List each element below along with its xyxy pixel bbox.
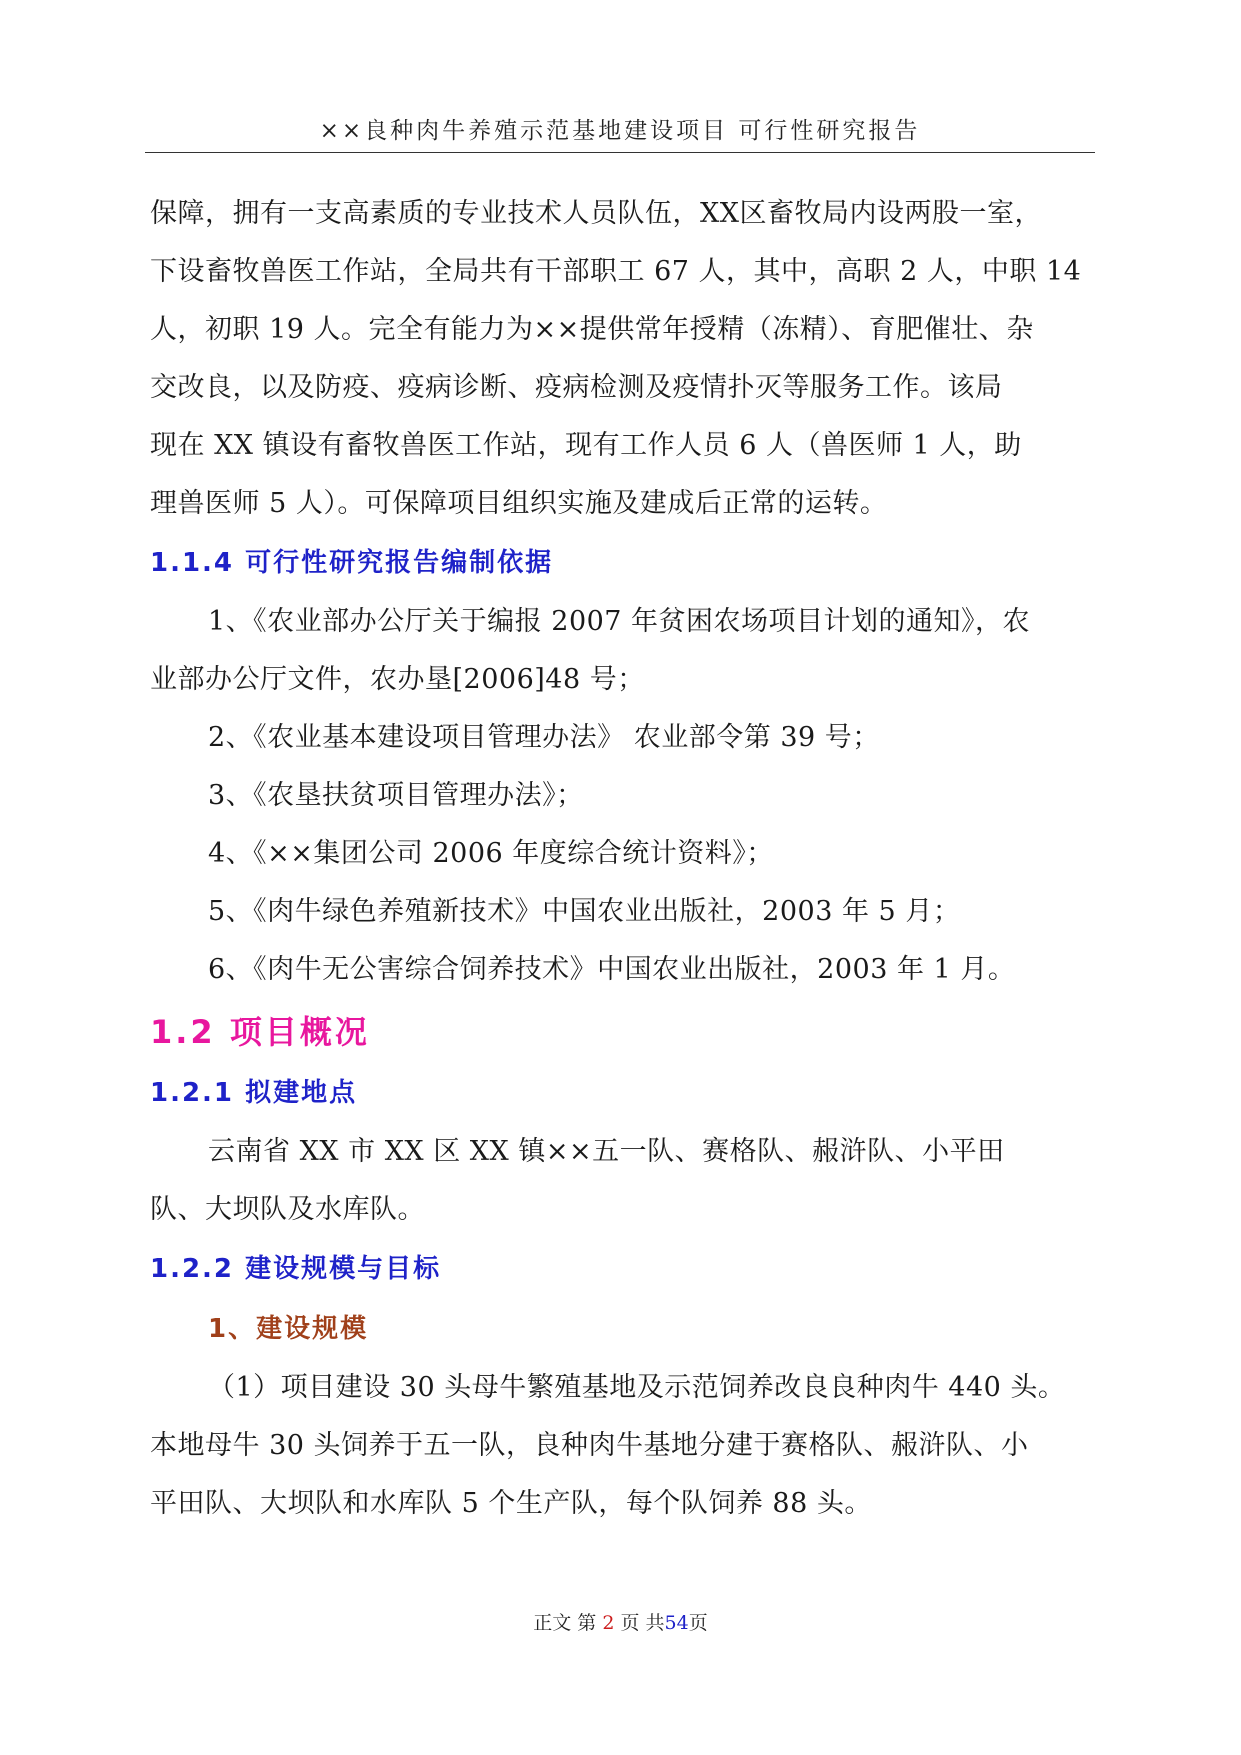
heading-1-1-4: 1.1.4 可行性研究报告编制依据 [150, 548, 554, 578]
intro-line: 现在 XX 镇设有畜牧兽医工作站，现有工作人员 6 人（兽医师 1 人，助 [150, 430, 1022, 461]
reference-item: 3、《农垦扶贫项目管理办法》； [208, 780, 584, 811]
footer-prefix: 正文 第 [533, 1612, 597, 1634]
page-header: ××良种肉牛养殖示范基地建设项目 可行性研究报告 [319, 118, 921, 144]
location-line: 云南省 XX 市 XX 区 XX 镇××五一队、赛格队、赧浒队、小平田 [208, 1136, 1005, 1167]
document-body [150, 185, 1100, 1533]
total-pages: 54 [664, 1612, 689, 1634]
heading-1-2: 1.2 项目概况 [150, 1013, 370, 1051]
intro-line: 保障，拥有一支高素质的专业技术人员队伍，XX区畜牧局内设两股一室， [150, 198, 1042, 229]
intro-line: 人，初职 19 人。完全有能力为××提供常年授精（冻精）、育肥催壮、杂 [150, 314, 1034, 345]
intro-line: 交改良，以及防疫、疫病诊断、疫病检测及疫情扑灭等服务工作。该局 [150, 372, 1003, 403]
reference-item-continuation: 业部办公厅文件，农办垦[2006]48 号； [150, 664, 645, 695]
reference-item: 4、《××集团公司 2006 年度综合统计资料》； [208, 838, 774, 869]
page-number: 2 [602, 1612, 615, 1634]
reference-item: 2、《农业基本建设项目管理办法》 农业部令第 39 号； [208, 722, 880, 753]
sub-heading-scale: 1、建设规模 [208, 1314, 369, 1344]
footer-suffix: 页 [688, 1612, 708, 1634]
scale-line: 本地母牛 30 头饲养于五一队，良种肉牛基地分建于赛格队、赧浒队、小 [150, 1430, 1029, 1461]
scale-line: 平田队、大坝队和水库队 5 个生产队，每个队饲养 88 头。 [150, 1488, 872, 1519]
scale-line: （1）项目建设 30 头母牛繁殖基地及示范饲养改良良种肉牛 440 头。 [208, 1372, 1066, 1403]
heading-1-2-1: 1.2.1 拟建地点 [150, 1078, 358, 1108]
footer-mid: 页 共 [620, 1612, 665, 1634]
intro-line: 理兽医师 5 人）。可保障项目组织实施及建成后正常的运转。 [150, 488, 888, 519]
reference-item: 1、《农业部办公厅关于编报 2007 年贫困农场项目计划的通知》，农 [208, 606, 1031, 637]
reference-item: 6、《肉牛无公害综合饲养技术》中国农业出版社，2003 年 1 月。 [208, 954, 1016, 985]
page-footer [0, 1608, 1241, 1635]
header-rule [145, 152, 1095, 153]
intro-line: 下设畜牧兽医工作站，全局共有干部职工 67 人，其中，高职 2 人，中职 14 [150, 256, 1082, 287]
heading-1-2-2: 1.2.2 建设规模与目标 [150, 1254, 442, 1284]
reference-item: 5、《肉牛绿色养殖新技术》中国农业出版社，2003 年 5 月； [208, 896, 961, 927]
location-line: 队、大坝队及水库队。 [150, 1194, 425, 1225]
